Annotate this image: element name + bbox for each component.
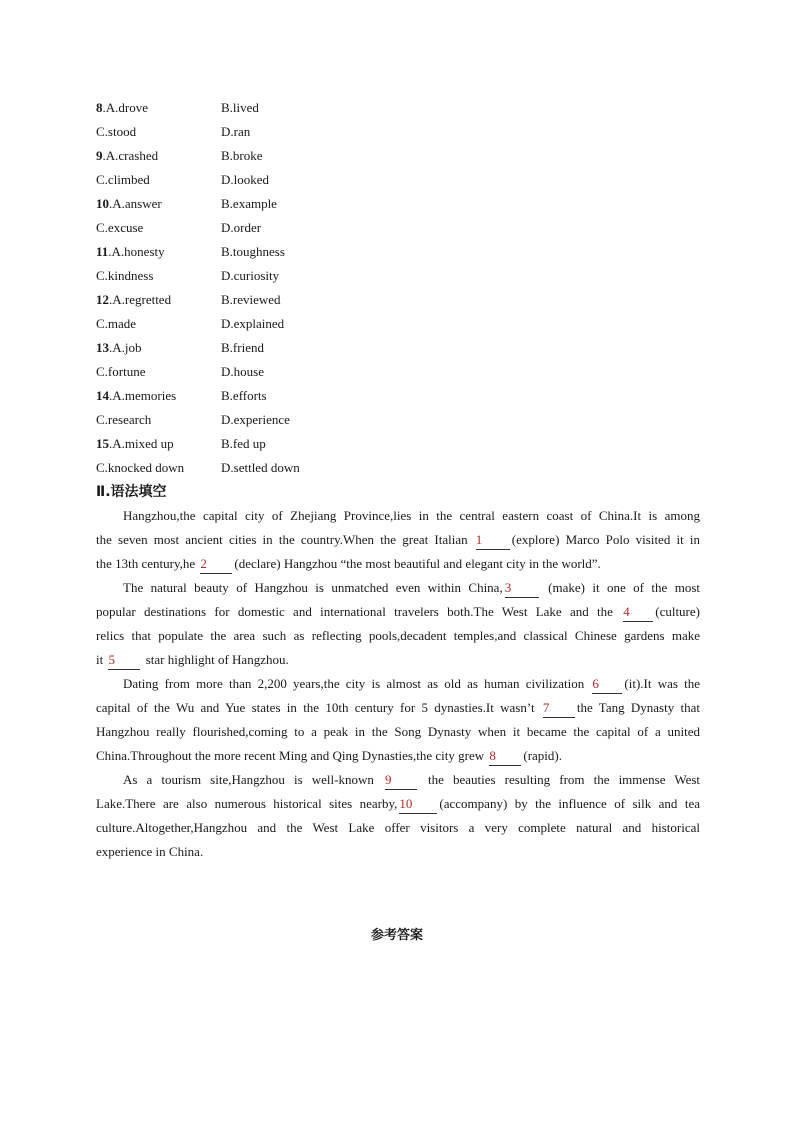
option-text: .A.honesty bbox=[108, 244, 165, 259]
option-a-or-c bbox=[96, 144, 158, 168]
option-b-or-d: B.efforts bbox=[221, 388, 267, 403]
option-a-or-c bbox=[96, 408, 151, 432]
option-b-or-d: B.fed up bbox=[221, 436, 266, 451]
option-text: .A.answer bbox=[109, 196, 162, 211]
text-line: The natural beauty of Hangzhou is unmatched even within China, 3 (make) it one of the most bbox=[96, 576, 700, 600]
text-line: culture.Altogether,Hangzhou and the West Lake offer visitors a very complete natural and historical bbox=[96, 820, 700, 835]
option-b-or-d: B.lived bbox=[221, 100, 259, 115]
paragraph-2 bbox=[96, 576, 700, 672]
text-line: the seven most ancient cities in the country.When the great Italian 1 (explore) Marco Polo visited it in bbox=[96, 528, 700, 552]
question-number: 12 bbox=[96, 292, 109, 307]
option-b-or-d: D.experience bbox=[221, 412, 290, 427]
blank-9[interactable]: 9 bbox=[385, 771, 417, 790]
blank-7[interactable]: 7 bbox=[543, 699, 575, 718]
paragraph-1 bbox=[96, 504, 700, 576]
option-a-or-c bbox=[96, 192, 162, 216]
answers-heading: 参考答案 bbox=[370, 928, 423, 943]
option-text: C.climbed bbox=[96, 172, 150, 187]
option-a-or-c bbox=[96, 432, 174, 456]
option-b-or-d: B.toughness bbox=[221, 244, 285, 259]
option-text: C.stood bbox=[96, 124, 137, 139]
option-a-or-c bbox=[96, 360, 145, 384]
text-line: relics that populate the area such as reflecting pools,decadent temples,and classical Chinese gardens make bbox=[96, 628, 700, 643]
option-text: C.made bbox=[96, 316, 137, 331]
text-line: the 13th century,he 2 (declare) Hangzhou “the most beautiful and elegant city in the world”. bbox=[96, 552, 700, 576]
question-number: 10 bbox=[96, 196, 109, 211]
option-b-or-d: B.broke bbox=[221, 148, 263, 163]
option-text: .A.regretted bbox=[109, 292, 172, 307]
option-b-or-d: D.ran bbox=[221, 124, 251, 139]
question-number: 11 bbox=[96, 244, 109, 259]
blank-5[interactable]: 5 bbox=[108, 651, 140, 670]
option-a-or-c bbox=[96, 168, 150, 192]
option-text: .A.drove bbox=[102, 100, 148, 115]
text-line: Hangzhou,the capital city of Zhejiang Province,lies in the central eastern coast of China.It is among bbox=[123, 508, 700, 523]
section-title: Ⅱ.语法填空 bbox=[96, 484, 167, 500]
option-b-or-d: B.friend bbox=[221, 340, 264, 355]
option-b-or-d: D.settled down bbox=[221, 460, 300, 475]
option-b-or-d: B.example bbox=[221, 196, 277, 211]
option-text: .A.memories bbox=[109, 388, 177, 403]
text-line: Hangzhou really flourished,coming to a peak in the Song Dynasty when it became the capital of a united bbox=[96, 724, 700, 739]
option-a-or-c bbox=[96, 216, 143, 240]
option-a-or-c bbox=[96, 264, 153, 288]
option-text: C.knocked down bbox=[96, 460, 185, 475]
option-text: C.research bbox=[96, 412, 152, 427]
blank-6[interactable]: 6 bbox=[592, 675, 622, 694]
blank-8[interactable]: 8 bbox=[489, 747, 521, 766]
option-b-or-d: D.explained bbox=[221, 316, 285, 331]
option-b-or-d: D.order bbox=[221, 220, 262, 235]
text-line: popular destinations for domestic and international travelers both.The West Lake and the 4 (culture) bbox=[96, 600, 700, 624]
question-number: 13 bbox=[96, 340, 109, 355]
text-line: it 5 star highlight of Hangzhou. bbox=[96, 648, 700, 672]
option-text: C.fortune bbox=[96, 364, 146, 379]
option-text: C.kindness bbox=[96, 268, 154, 283]
option-a-or-c bbox=[96, 96, 148, 120]
text-line: As a tourism site,Hangzhou is well-known 9 the beauties resulting from the immense West bbox=[96, 768, 700, 792]
question-number: 9 bbox=[96, 148, 103, 163]
blank-1[interactable]: 1 bbox=[476, 531, 510, 550]
option-a-or-c bbox=[96, 240, 165, 264]
paragraph-3 bbox=[96, 672, 700, 768]
blank-2[interactable]: 2 bbox=[200, 555, 232, 574]
text-line: China.Throughout the more recent Ming and Qing Dynasties,the city grew 8 (rapid). bbox=[96, 744, 700, 768]
option-text: C.excuse bbox=[96, 220, 144, 235]
blank-3[interactable]: 3 bbox=[505, 579, 539, 598]
option-a-or-c bbox=[96, 456, 184, 480]
option-a-or-c bbox=[96, 384, 176, 408]
option-b-or-d: D.curiosity bbox=[221, 268, 280, 283]
blank-4[interactable]: 4 bbox=[623, 603, 653, 622]
option-a-or-c bbox=[96, 120, 136, 144]
option-a-or-c bbox=[96, 336, 142, 360]
option-text: .A.mixed up bbox=[109, 436, 174, 451]
option-b-or-d: D.looked bbox=[221, 172, 270, 187]
text-line: experience in China. bbox=[96, 844, 204, 859]
blank-10[interactable]: 10 bbox=[399, 795, 437, 814]
paragraph-4 bbox=[96, 768, 700, 864]
text-line: Lake.There are also numerous historical sites nearby, 10 (accompany) by the influence of silk and tea bbox=[96, 792, 700, 816]
question-number: 15 bbox=[96, 436, 109, 451]
question-number: 14 bbox=[96, 388, 109, 403]
option-text: .A.crashed bbox=[102, 148, 159, 163]
text-line: Dating from more than 2,200 years,the city is almost as old as human civilization 6 (it).It was the bbox=[96, 672, 700, 696]
question-number: 8 bbox=[96, 100, 103, 115]
option-text: .A.job bbox=[109, 340, 142, 355]
option-a-or-c bbox=[96, 288, 171, 312]
option-b-or-d: D.house bbox=[221, 364, 264, 379]
option-b-or-d: B.reviewed bbox=[221, 292, 281, 307]
option-a-or-c bbox=[96, 312, 136, 336]
text-line: capital of the Wu and Yue states in the 10th century for 5 dynasties.It wasn’t 7 the Tang Dynasty that bbox=[96, 696, 700, 720]
